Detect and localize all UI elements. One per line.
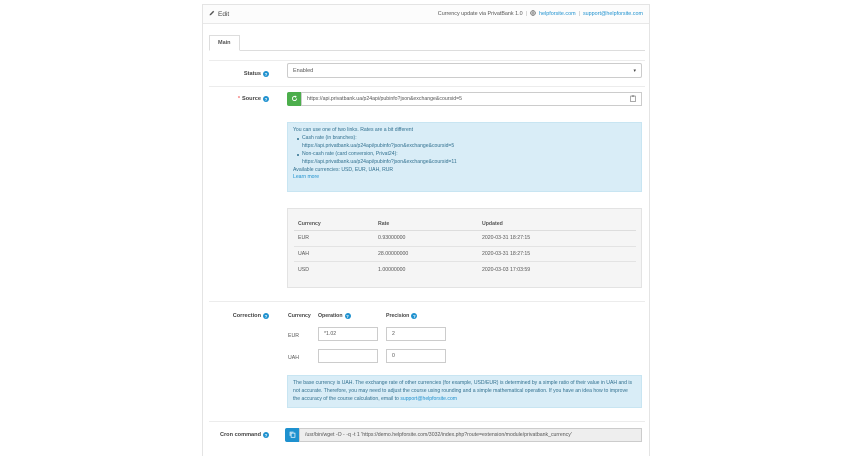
- correction-info-alert: The base currency is UAH. The exchange rate of other currencies (for example, USD/EUR) is determined by a simple ratio of their value in UAH and is not accurate. Therefore, you may need to adjust the course using rounding and a simple mathematical operation. If you have an idea how to improve the accuracy of the course calculation, email to support@helpforsite.com: [287, 375, 642, 408]
- learn-more-link[interactable]: Learn more: [293, 174, 320, 181]
- help-icon: ?: [412, 313, 416, 319]
- module-info: Currency update via PrivatBank 1.0 | helpforsite.com | support@helpforsite.com: [437, 11, 643, 17]
- divider: [209, 86, 645, 87]
- table-row: EUR 0.93000000 2020-03-31 18:27:15: [294, 231, 636, 247]
- help-icon: ?: [264, 96, 268, 102]
- status-select[interactable]: Enabled ▾: [287, 63, 642, 78]
- source-label: * Source ?: [237, 96, 268, 102]
- panel-title: [209, 10, 229, 18]
- divider: [209, 60, 645, 61]
- help-icon: ?: [346, 313, 349, 319]
- support-email-link[interactable]: support@helpforsite.com: [582, 11, 643, 17]
- globe-icon: [530, 10, 536, 18]
- copy-button[interactable]: [285, 428, 299, 442]
- table-header: Currency Rate Updated: [294, 218, 636, 231]
- precision-input[interactable]: 0: [386, 349, 446, 363]
- correction-col-precision: Precision ?: [386, 313, 416, 319]
- panel-title-text: Edit: [218, 10, 230, 18]
- site-link[interactable]: helpforsite.com: [539, 11, 576, 17]
- tab-bar: [209, 35, 645, 51]
- operation-input[interactable]: [318, 349, 378, 363]
- table-row: UAH 28.00000000 2020-03-31 18:27:15: [294, 247, 636, 263]
- cron-command-input[interactable]: /usr/bin/wget -O - -q -t 1 'https://demo.helpforsite.com/3032/index.php?route=extension/module/privatbank_currency': [299, 428, 642, 442]
- rates-well: [287, 208, 642, 288]
- tab-main[interactable]: Main: [209, 35, 240, 51]
- divider: [209, 421, 645, 422]
- help-icon: ?: [264, 71, 268, 77]
- correction-label: Correction ?: [232, 313, 268, 319]
- refresh-icon: [291, 95, 298, 104]
- correction-currency: EUR: [288, 333, 299, 339]
- correction-col-operation: Operation ?: [318, 313, 349, 319]
- divider: [209, 301, 645, 302]
- help-icon: ?: [264, 432, 268, 438]
- help-icon: ?: [264, 313, 268, 319]
- precision-input[interactable]: 2: [386, 327, 446, 341]
- clipboard-icon[interactable]: [630, 95, 636, 104]
- list-item: Cash rate (in branches): https://api.privatbank.ua/p24api/pubinfo?json&exchange&coursid=5: [302, 135, 636, 151]
- pencil-icon: [209, 10, 215, 18]
- panel-heading: [203, 5, 649, 24]
- chevron-down-icon: ▾: [633, 67, 636, 74]
- operation-input[interactable]: *1.02: [318, 327, 378, 341]
- copy-icon: [289, 431, 296, 440]
- rates-table: [294, 218, 636, 278]
- edit-panel: [202, 4, 650, 456]
- cron-label: Cron command ?: [219, 432, 268, 438]
- source-url-input[interactable]: https://api.privatbank.ua/p24api/pubinfo?json&exchange&coursid=5: [301, 92, 642, 106]
- correction-col-currency: Currency: [288, 313, 311, 319]
- source-options-list: [293, 135, 636, 167]
- refresh-button[interactable]: [287, 92, 301, 106]
- correction-currency: UAH: [288, 355, 299, 361]
- support-email-link[interactable]: support@helpforsite.com: [400, 395, 458, 402]
- list-item: Non-cash rate (card conversion, Privat24): https://api.privatbank.ua/p24api/pubinfo?json&exchange&coursid=11: [302, 151, 636, 167]
- status-label: Status ?: [243, 71, 268, 77]
- table-row: USD 1.00000000 2020-03-03 17:03:59: [298, 266, 531, 273]
- source-info-alert: You can use one of two links. Rates are a bit different Cash rate (in branches): https://api.privatbank.ua/p24api/pubinfo?json&exchange&coursid=5 Non-cash rate (card conversion, Privat24): https://api.privatbank.ua/p24api/pubinfo?json&exchange&coursid=11 Available currencies: USD, EUR, UAH, RUR Learn more: [287, 122, 642, 192]
- module-name: Currency update via PrivatBank 1.0: [437, 11, 523, 17]
